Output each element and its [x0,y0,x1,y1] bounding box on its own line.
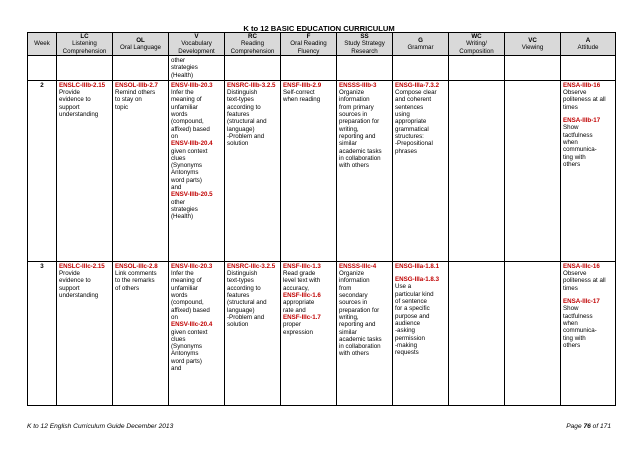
text-line: (structural and [227,118,267,126]
text-line: on [171,313,178,321]
text-line: Compose clear [395,89,437,97]
cell-wc [449,80,505,261]
cell [393,56,449,81]
text-line: (Synonyms [171,162,202,170]
cell-f: ENSF-IIIc-1.3 Read grade level text with accuracy, ENSF-IIIc-1.6 appropriate rate and ENSF-IIIc-1.7 proper expression [281,261,337,405]
text-line: when [563,319,578,327]
text-line: to the remarks [115,277,155,285]
text-line: for a specific [395,305,430,313]
cell-ol: ENSOL-IIIb-2.7 Remind others to stay on topic [113,80,169,261]
text-line: words [171,111,188,119]
text-line: requests [395,349,419,357]
text-line: secondary [339,292,368,300]
text-line: with others [339,162,369,170]
text-line: academic tasks [339,147,382,155]
text-line: and coherent [395,96,432,104]
text-line: Remind others [115,89,156,97]
header-g: G Grammar [393,33,449,56]
text-line: purpose and [395,312,430,320]
text-line: sentences [395,103,424,111]
text-line: sources in [339,111,368,119]
text-line: Observe [563,270,587,278]
text-line: tactfulness [563,312,593,320]
text-line: according to [227,103,261,111]
text-line: (compound, [171,118,204,126]
text-line: in collaboration [339,343,381,351]
text-line: times [563,103,578,111]
text-line: communica- [563,146,597,154]
header-wc: WC Writing/ Composition [449,33,505,56]
text-line: communica- [563,327,597,335]
text-line: features [227,111,250,119]
text-line: language) [227,306,255,314]
text-line: affixed) based [171,125,210,133]
text-line: words [171,292,188,300]
cell-ol: ENSOL-IIIc-2.8 Link comments to the remarks of others [113,261,169,405]
text-line: other [171,57,186,64]
header-ss: SS Study Strategy Research [337,33,393,56]
week-number: 2 [28,80,57,261]
text-line: others [563,341,581,349]
cell [113,56,169,81]
text-line: writing, [339,313,359,321]
cell-g: ENSG-IIIa-7.3.2 Compose clear and coherent sentences using appropriate grammatical structures: -Prepositional phrases [393,80,449,261]
text-line: grammatical [395,125,429,133]
cell-lc: ENSLC-IIIb-2.15 Provide evidence to support understanding [57,80,113,261]
text-line: -asking [395,327,415,335]
text-line: word parts) [171,176,202,184]
text-line: (Health) [171,213,194,221]
cell-v: ENSV-IIIc-20.3 Infer the meaning of unfamiliar words (compound, affixed) based on ENSV-IIIc-20.4 given context clues (Synonyms Antonyms word parts) and [169,261,225,405]
cell-f: ENSF-IIIb-2.9 Self-correct when reading [281,80,337,261]
text-line: understanding [59,292,99,300]
document-title: K to 12 BASIC EDUCATION CURRICULUM [243,24,395,33]
header-row [28,33,616,56]
text-line: permission [395,334,425,342]
text-line: and [171,184,182,192]
header-vc: VC Viewing [505,33,561,56]
text-line: Distinguish [227,270,258,278]
text-line: expression [283,328,313,336]
cell [225,56,281,81]
text-line: Organize [339,270,365,278]
text-line: reporting and [339,321,376,329]
header-ol: OL Oral Language [113,33,169,56]
cell-v: ENSV-IIIb-20.3 Infer the meaning of unfamiliar words (compound, affixed) based on ENSV-IIIb-20.4 given context clues (Synonyms Antonyms word parts) and ENSV-IIIb-20.5 other strategies (Health) [169,80,225,261]
text-line: unfamiliar [171,103,198,111]
text-line: structures: [395,132,424,140]
cell-wc [449,261,505,405]
text-line: appropriate [283,299,315,307]
text-line: given context [171,147,208,155]
text-line: unfamiliar [171,284,198,292]
text-line: understanding [59,111,99,119]
text-line: of others [115,284,140,292]
cell-ss: ENSSS-IIIb-3 Organize information from primary sources in preparation for writing, reporting and similar academic tasks in collaboration with others [337,80,393,261]
text-line: -Problem and [227,313,265,321]
text-line: similar [339,140,357,148]
text-line: Infer the [171,270,194,278]
header-f: F Oral Reading Fluency [281,33,337,56]
text-line: Self-correct [283,89,315,97]
text-line: ting with [563,334,586,342]
text-line: proper [283,321,301,329]
cell-a: ENSA-IIIc-16 Observe politeness at all times ENSA-IIIc-17 Show tactfulness when communica- ting with others [561,261,616,405]
footer-page-number: Page 76 of 171 [566,423,611,430]
cell [57,56,113,81]
text-line: clues [171,154,186,162]
footer-guide-title: K to 12 English Curriculum Guide December 2013 [27,423,174,430]
header-lc: LC Listening Comprehension [57,33,113,56]
text-line: reporting and [339,132,376,140]
cell [505,56,561,81]
text-line: meaning of [171,96,202,104]
text-line: similar [339,328,357,336]
text-line: using [395,111,410,119]
cell-v [169,56,225,81]
text-line: on [171,132,178,140]
text-line: others [563,160,581,168]
text-line: particular kind [395,290,434,298]
text-line: audience [395,319,421,327]
text-line: academic tasks [339,335,382,343]
cell-g: ENSG-IIIa-1.8.1 ENSG-IIIa-1.8.3 Use a particular kind of sentence for a specific purpose and audience -asking permission -making requests [393,261,449,405]
text-line: Link comments [115,270,157,278]
cell [449,56,505,81]
cell-vc [505,80,561,261]
text-line: Provide [59,270,80,278]
text-line: according to [227,284,261,292]
cell-rc: ENSRC-IIIc-3.2.5 Distinguish text-types according to features (structural and language) -Problem and solution [225,261,281,405]
text-line: from primary [339,103,374,111]
cell-vc [505,261,561,405]
text-line: Read grade [283,270,316,278]
text-line: word parts) [171,357,202,365]
text-line: meaning of [171,277,202,285]
text-line: Distinguish [227,89,258,97]
text-line: evidence to [59,277,91,285]
text-line: tactfulness [563,131,593,139]
text-line: (Health) [171,71,194,79]
text-line: level text with [283,277,321,285]
curriculum-table [27,32,616,406]
text-line: information [339,277,370,285]
text-line: sources in [339,299,368,307]
text-line: language) [227,125,255,133]
text-line: -Prepositional [395,140,433,148]
text-line: support [59,284,80,292]
cell [561,56,616,81]
text-line: information [339,96,370,104]
text-line: Show [563,305,579,313]
text-line: when [563,138,578,146]
text-line: strategies [171,64,198,72]
text-line: phrases [395,147,418,155]
header-rc: RC Reading Comprehension [225,33,281,56]
text-line: preparation for [339,118,380,126]
text-line: times [563,284,578,292]
text-line: in collaboration [339,154,381,162]
continuation-row [28,56,616,81]
header-a: A Attitude [561,33,616,56]
text-line: (Synonyms [171,343,202,351]
text-line: support [59,103,80,111]
text-line: and [171,365,182,373]
cell-a: ENSA-IIIb-16 Observe politeness at all times ENSA-IIIb-17 Show tactfulness when communica- ting with others [561,80,616,261]
cell [281,56,337,81]
text-line: preparation for [339,306,380,314]
text-line: writing, [339,125,359,133]
text-line: topic [115,103,129,111]
text-line: affixed) based [171,306,210,314]
cell-rc: ENSRC-IIIb-3.2.5 Distinguish text-types according to features (structural and language) -Problem and solution [225,80,281,261]
text-line: of sentence [395,298,427,306]
text-line: solution [227,321,249,329]
text-line: Provide [59,89,80,97]
text-line: -making [395,341,418,349]
text-line: clues [171,335,186,343]
week-number: 3 [28,261,57,405]
text-line: evidence to [59,96,91,104]
header-v: V Vocabulary Development [169,33,225,56]
text-line: features [227,292,250,300]
text-line: (structural and [227,299,267,307]
text-line: Observe [563,89,587,97]
text-line: given context [171,328,208,336]
text-line: Antonyms [171,169,199,177]
cell-ss: ENSSS-IIIc-4 Organize information from secondary sources in preparation for writing, reporting and similar academic tasks in collaboration with others [337,261,393,405]
cell [337,56,393,81]
text-line: from [339,284,352,292]
text-line: Show [563,124,579,132]
cell [28,56,57,81]
text-line: with others [339,350,369,358]
week-row-3 [28,261,616,405]
week-row-2 [28,80,616,261]
text-line: Organize [339,89,365,97]
text-line: text-types [227,277,254,285]
cell-lc: ENSLC-IIIc-2.15 Provide evidence to support understanding [57,261,113,405]
text-line: Use a [395,283,412,291]
text-line: strategies [171,205,198,213]
text-line: ting with [563,153,586,161]
text-line: solution [227,140,249,148]
text-line: politeness at all [563,277,606,285]
text-line: other [171,198,186,206]
text-line: rate and [283,306,306,314]
text-line: Infer the [171,89,194,97]
text-line: to stay on [115,96,142,104]
text-line: Antonyms [171,350,199,358]
text-line: when reading [283,96,321,104]
header-week: Week [28,33,57,56]
text-line: text-types [227,96,254,104]
text-line: politeness at all [563,96,606,104]
text-line: -Problem and [227,132,265,140]
text-line: appropriate [395,118,427,126]
text-line: (compound, [171,299,204,307]
text-line: accuracy, [283,284,310,292]
